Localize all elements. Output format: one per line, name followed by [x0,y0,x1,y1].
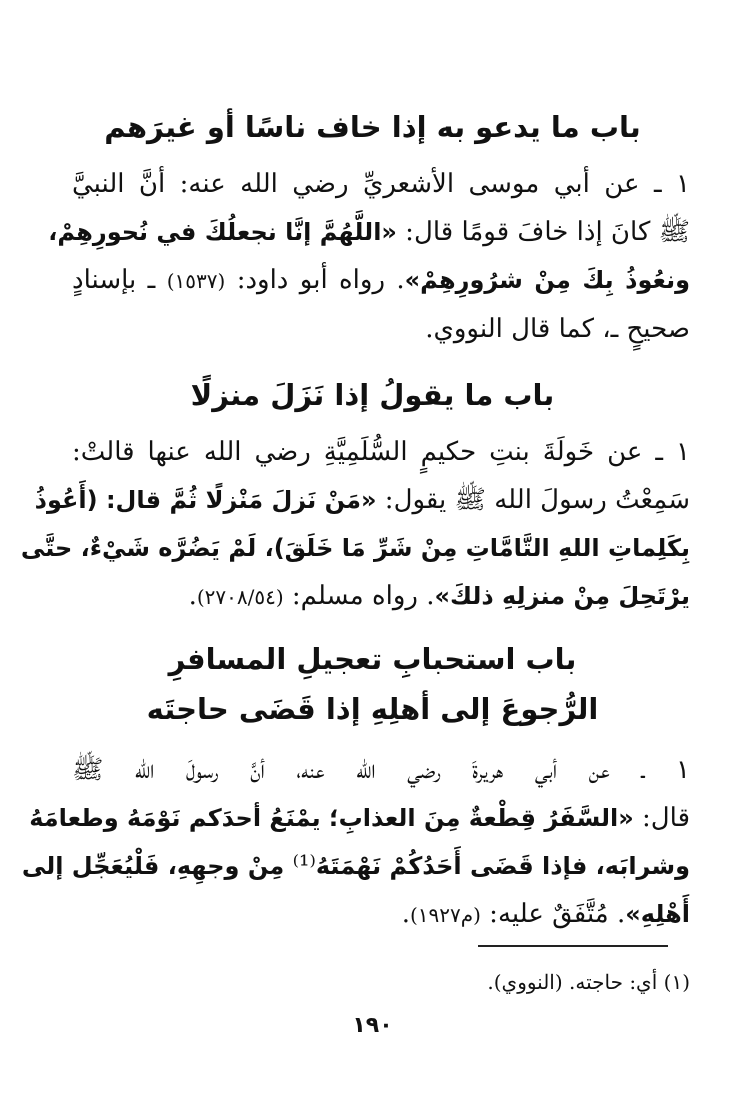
text-line [72,256,690,305]
footnote: (١) أي: حاجته. (النووي). [487,970,690,994]
hadith-paragraph [21,746,690,939]
text-line [34,476,690,524]
section-title: باب ما يدعو به إذا خاف ناسًا أو غيرَهم [104,110,641,144]
text-line [21,842,690,890]
text-line [72,305,690,353]
hadith-quote: أَهْلِهِ» [625,900,690,928]
text-segment: . [401,899,410,929]
hadith-quote: «مَنْ نَزلَ مَنْزلًا ثُمَّ قال: (أَعُوذُ [34,486,377,514]
text-segment: سَمِعْتُ رسولَ الله ﷺ يقول: [376,485,690,515]
text-line [20,524,690,572]
footnote-divider [478,945,668,947]
hadith-quote: ونعُوذُ بِكَ مِنْ شرُورِهِمْ» [404,266,691,294]
text-line [48,208,690,256]
hadith-quote: مِنْ وجهِهِ، فَلْيُعَجِّل إلى [21,852,293,880]
text-segment: ١ ـ عن خَولَةَ بنتِ حكيمٍ السُّلَمِيَّةِ رضي الله عنها قالتْ: [72,437,690,467]
text-segment: ١ ـ عن أبي موسى الأشعريِّ رضي الله عنه: أنَّ النبيَّ [72,169,690,199]
text-segment: صحيحٍ ـ، كما قال النووي. [425,314,690,344]
section-title: باب ما يقولُ إذا نَزَلَ منزلًا [190,378,555,412]
text-segment: . رواه أبو داود: [225,265,405,295]
text-line [72,572,690,621]
text-segment: ١ ـ عن أبي هريرةَ رضي الله عنه، أنَّ رسولَ الله ﷺ [72,755,690,785]
section-title: الرُّجوعَ إلى أهلِهِ إذا قَضَى حاجتَه [146,692,599,726]
text-line [72,890,690,939]
text-segment: ـ بإسنادٍ [72,265,167,295]
text-line [72,160,690,208]
hadith-paragraph [20,428,690,621]
text-segment: (٢٧٠٨/٥٤) [196,585,284,609]
hadith-quote: بِكَلِماتِ اللهِ التَّامَّاتِ مِنْ شَرِّ مَا خَلَقَ)، لَمْ يَضُرَّه شَيْءٌ، حتَّى [20,534,690,562]
hadith-paragraph [48,160,691,353]
hadith-quote: «السَّفَرُ قِطْعةٌ مِنَ العذابِ؛ يمْنَعُ أحدَكم نَوْمَهُ وطعامَهُ [29,804,634,832]
hadith-quote: يرْتَحِلَ مِنْ منزلِهِ ذلكَ» [434,582,690,610]
text-line [72,428,690,476]
hadith-quote: «اللَّهُمَّ إنَّا نجعلُكَ في نُحورِهِمْ، [48,218,397,246]
text-segment: . رواه مسلم: [283,581,435,611]
text-segment: (١٥٣٧) [166,269,226,293]
text-segment: (م١٩٢٧) [409,903,481,927]
section-title: باب استحبابِ تعجيلِ المسافرِ [168,642,577,676]
text-segment: . مُتَّفَقٌ عليه: [480,899,626,929]
page-number: ١٩٠ [352,1013,393,1038]
text-line [29,794,690,842]
hadith-quote: وشرابَه، فإذا قَضَى أَحَدُكُمْ نَهْمَتَهُ [315,852,690,880]
text-segment: قال: [633,803,690,833]
text-segment: ⁽¹⁾ [292,851,316,881]
text-segment: ﷺ كانَ إذا خافَ قومًا قال: [396,217,690,247]
text-segment: . [188,581,197,611]
text-line [72,746,690,794]
